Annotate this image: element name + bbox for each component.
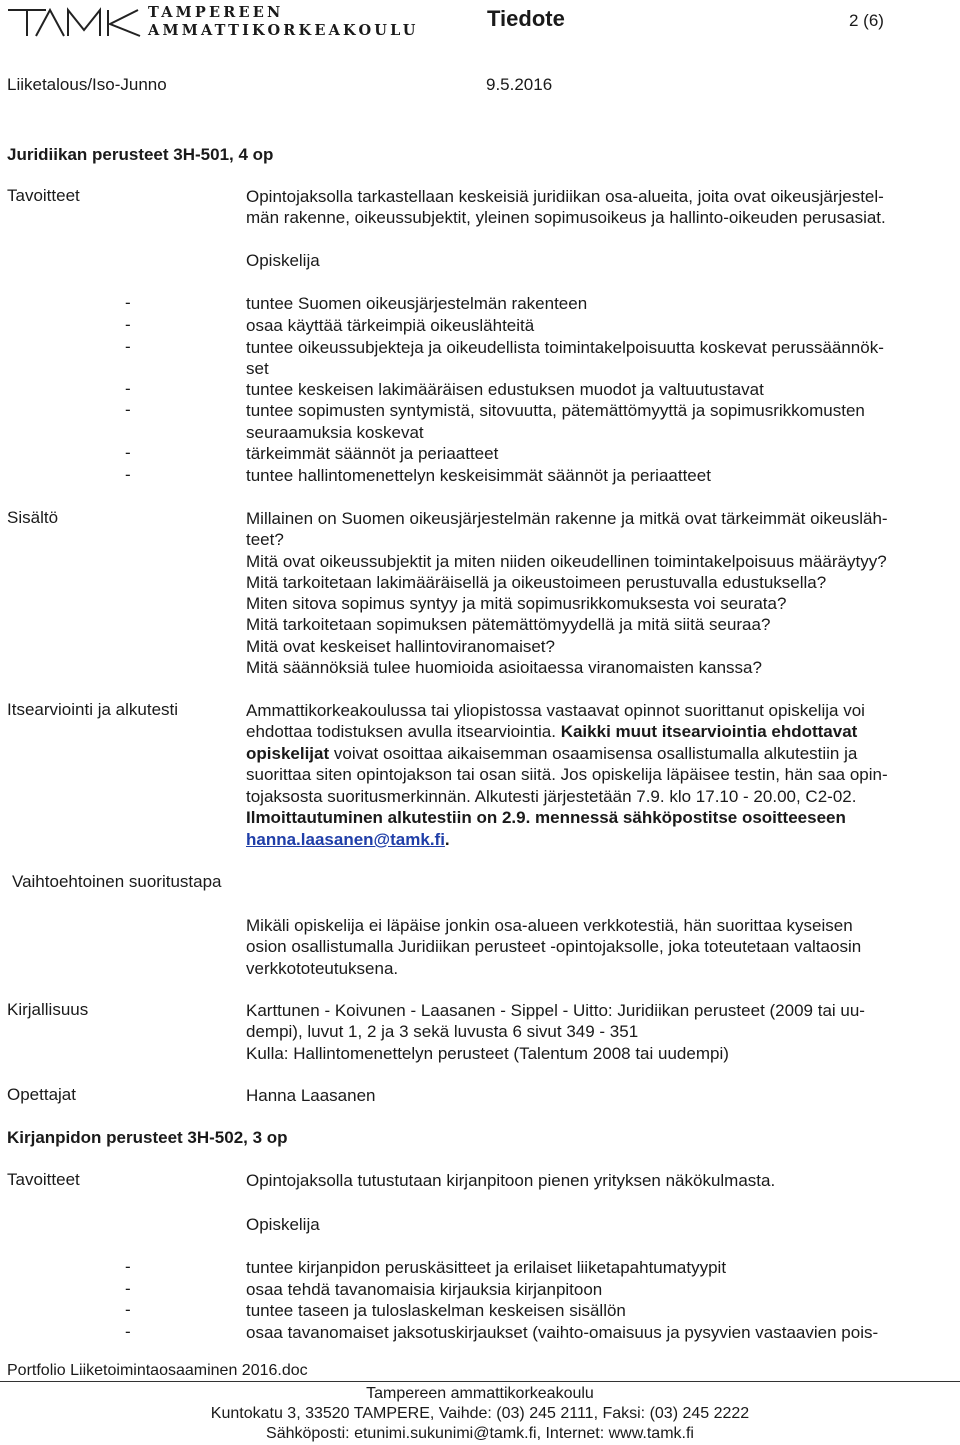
course-1-kirj-line: dempi), luvut 1, 2 ja 3 sekä luvusta 6 sivut 349 - 351 [246,1022,639,1041]
course-1-bullet-cont: seuraamuksia koskevat [246,423,424,442]
course-1-bullet: osaa käyttää tärkeimpiä oikeuslähteitä [246,316,535,335]
footer-filename: Portfolio Liiketoimintaosaaminen 2016.doc [7,1362,308,1379]
course-1-vaihtoehtoinen-label: Vaihtoehtoinen suoritustapa [12,872,222,891]
itse-text: voivat osoittaa aikaisemman osaamisensa osallistumalla alkutestiin ja [329,744,858,763]
bullet-dash: - [125,1257,131,1276]
course-1-sisalto-line: Mitä ovat keskeiset hallintoviranomaiset? [246,637,555,656]
course-1-kirj-line: Karttunen - Koivunen - Laasanen - Sippel - Uitto: Juridiikan perusteet (2009 tai uu- [246,1001,865,1020]
course-2-tavoitteet: Opintojaksolla tutustutaan kirjanpitoon pienen yrityksen näkökulmasta. [246,1171,776,1190]
bullet-dash: - [125,315,131,334]
bullet-dash: - [125,1279,131,1298]
course-1-sisalto-line: Mitä säännöksiä tulee huomioida asioitaessa viranomaisten kanssa? [246,658,762,677]
course-1-tavoitteet-label: Tavoitteet [7,186,80,205]
course-2-opiskelija: Opiskelija [246,1215,320,1234]
document-date: 9.5.2016 [486,75,553,94]
itse-dot: . [444,830,450,849]
course-1-vaihto-line: osion osallistumalla Juridiikan perusteet -opintojaksolle, joka toteutetaan valtaosin [246,937,862,956]
course-1-itse-line [246,829,450,850]
bullet-dash: - [125,400,131,419]
course-1-vaihto-line: Mikäli opiskelija ei läpäise jonkin osa-alueen verkkotestiä, hän suorittaa kyseisen [246,916,853,935]
bullet-dash: - [125,379,131,398]
course-2-bullet: tuntee kirjanpidon peruskäsitteet ja erilaiset liiketapahtumatyypit [246,1258,727,1277]
course-1-sisalto-line: Mitä tarkoitetaan sopimuksen pätemättömyydellä ja mitä siitä seuraa? [246,615,771,634]
itse-bold: Kaikki muut itsearviointia ehdottavat [560,722,858,741]
bullet-dash: - [125,293,131,312]
course-1-sisalto-label: Sisältö [7,508,59,527]
footer-divider [0,1381,960,1382]
course-1-opettajat: Hanna Laasanen [246,1086,376,1105]
itse-bold: opiskelijat [246,744,330,763]
bullet-dash: - [125,337,131,356]
course-1-sisalto-line: Mitä tarkoitetaan lakimääräisellä ja oikeustoimeen perustuvalla edustuksella? [246,573,827,592]
bullet-dash: - [125,443,131,462]
course-1-kirj-line: Kulla: Hallintomenettelyn perusteet (Talentum 2008 tai uudempi) [246,1044,729,1063]
itse-text: ehdottaa todistuksen avulla itsearviointia. [246,722,561,741]
course-1-vaihto-line: verkkototeutuksena. [246,959,399,978]
course-1-bullet: tuntee hallintomenettelyn keskeisimmät säännöt ja periaatteet [246,466,711,485]
course-1-itse-line: Ammattikorkeakoulussa tai yliopistossa vastaavat opinnot suorittanut opiskelija voi [246,701,865,720]
tamk-logo [6,4,419,39]
course-1-bullet: tuntee oikeussubjekteja ja oikeudellista toimintakelpoisuutta koskevat perussäännök- [246,338,884,357]
course-1-sisalto-line: teet? [246,530,284,549]
course-2-title: Kirjanpidon perusteet 3H-502, 3 op [7,1128,288,1147]
course-1-itse-line: Ilmoittautuminen alkutestiin on 2.9. mennessä sähköpostitse osoitteeseen [246,808,846,827]
course-1-sisalto-line: Miten sitova sopimus syntyy ja mitä sopimusrikkomuksesta voi seurata? [246,594,787,613]
course-1-opettajat-label: Opettajat [7,1085,76,1104]
course-1-bullet-cont: set [246,359,269,378]
course-1-sisalto-line: Mitä ovat oikeussubjektit ja miten niiden oikeudellinen toimintakelpoisuus määräytyy? [246,552,887,571]
course-2-bullet: osaa tavanomaiset jaksotuskirjaukset (vaihto-omaisuus ja pysyvien vastaavien pois- [246,1323,879,1342]
course-1-itse-line: suorittaa siten opintojakson tai osan siitä. Jos opiskelija läpäisee testin, hän saa opin- [246,765,888,784]
tamk-logo-mark-icon [6,4,146,38]
department: Liiketalous/Iso-Junno [7,75,167,94]
course-1-kirjallisuus-label: Kirjallisuus [7,1000,89,1019]
course-2-tavoitteet-label: Tavoitteet [7,1170,80,1189]
course-1-bullet: tärkeimmät säännöt ja periaatteet [246,444,499,463]
course-1-sisalto-line: Millainen on Suomen oikeusjärjestelmän rakenne ja mitkä ovat tärkeimmät oikeusläh- [246,509,888,528]
bullet-dash: - [125,1322,131,1341]
course-2-bullet: osaa tehdä tavanomaisia kirjauksia kirjanpitoon [246,1280,603,1299]
logo-line-1: TAMPEREEN [148,4,284,21]
course-1-tavoitteet-line: Opintojaksolla tarkastellaan keskeisiä juridiikan osa-alueita, joita ovat oikeusjärjestel- [246,187,884,206]
course-1-opiskelija: Opiskelija [246,251,320,270]
course-1-bullet: tuntee sopimusten syntymistä, sitovuutta, pätemättömyyttä ja sopimusrikkomusten [246,401,865,420]
footer-address: Kuntokatu 3, 33520 TAMPERE, Vaihde: (03) 245 2111, Faksi: (03) 245 2222 [210,1405,750,1422]
footer-contact: Sähköposti: etunimi.sukunimi@tamk.fi, Internet: www.tamk.fi [266,1425,694,1442]
course-2-bullet: tuntee taseen ja tuloslaskelman keskeisen sisällön [246,1301,626,1320]
course-1-title: Juridiikan perusteet 3H-501, 4 op [7,145,274,164]
course-1-itse-line [246,743,857,764]
course-1-itsearviointi-label: Itsearviointi ja alkutesti [7,700,179,719]
course-1-tavoitteet-line: män rakenne, oikeussubjektit, yleinen sopimusoikeus ja hallinto-oikeuden perusasiat. [246,208,886,227]
document-type: Tiedote [487,6,565,31]
course-1-itse-line: tojaksosta suoritusmerkinnän. Alkutesti järjestetään 7.9. klo 17.10 - 20.00, C2-02. [246,787,857,806]
bullet-dash: - [125,1300,131,1319]
footer-org: Tampereen ammattikorkeakoulu [366,1385,594,1402]
page-number: 2 (6) [849,11,884,30]
course-1-bullet: tuntee Suomen oikeusjärjestelmän rakenteen [246,294,588,313]
bullet-dash: - [125,465,131,484]
email-link[interactable]: hanna.laasanen@tamk.fi [246,830,445,849]
course-1-bullet: tuntee keskeisen lakimääräisen edustuksen muodot ja valtuutustavat [246,380,764,399]
course-1-itse-line [246,721,857,742]
logo-line-2: AMMATTIKORKEAKOULU [148,22,419,39]
